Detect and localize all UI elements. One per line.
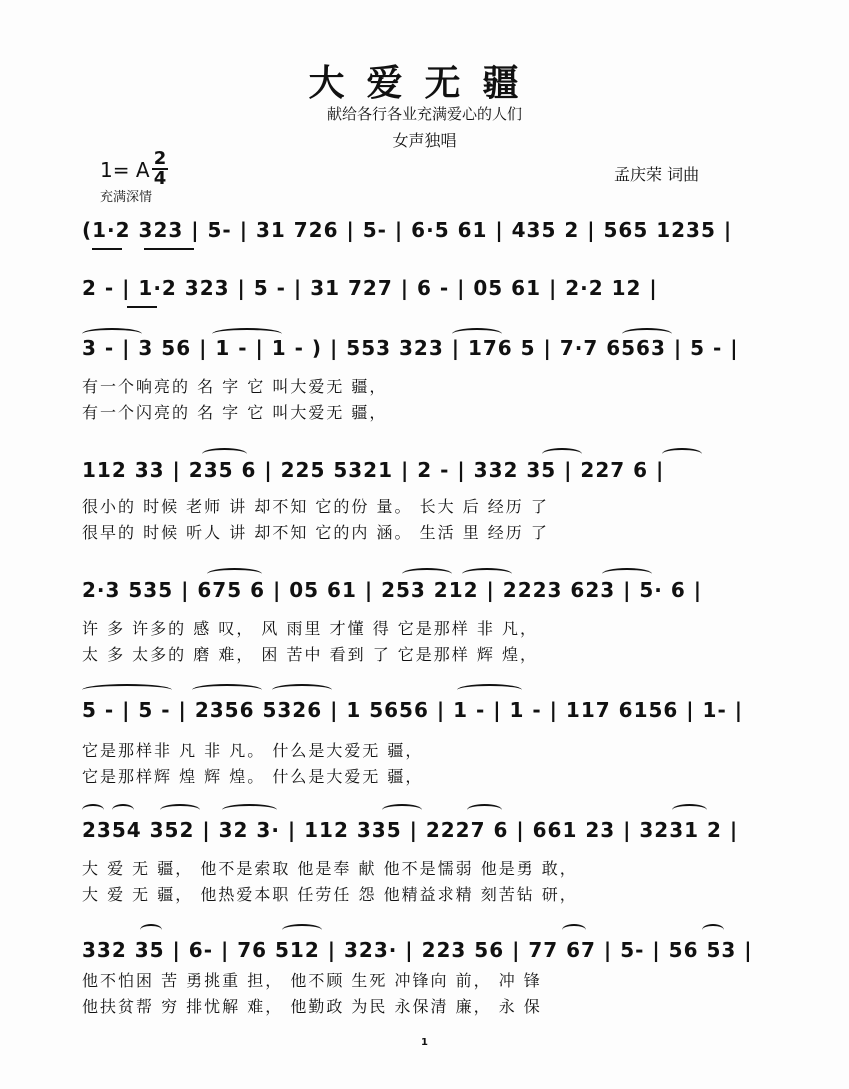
staff-notes: 2 - | 1·2 323 | 5 - | 31 727 | 6 - | 05 61 | 2·2 12 | (82, 276, 658, 300)
song-title: 大爱无疆 (308, 63, 541, 104)
staff-notes: (1·2 323 | 5- | 31 726 | 5- | 6·5 61 | 435 2 | 565 1235 | (82, 218, 733, 242)
page-number: 1 (421, 1037, 428, 1048)
lyric-line-1: 它是那样非 凡 非 凡。 什么是大爱无 疆， (82, 741, 424, 760)
lyric-line-1: 大 爱 无 疆， 他不是索取 他是奉 献 他不是懦弱 他是勇 敢， (82, 859, 578, 878)
lyric-line-2: 有一个闪亮的 名 字 它 叫大爱无 疆， (82, 403, 388, 422)
staff-line (82, 270, 762, 318)
lyric-line-1: 有一个响亮的 名 字 它 叫大爱无 疆， (82, 377, 388, 396)
author-credit: 孟庆荣 词曲 (614, 165, 700, 184)
key-signature: 1= A (100, 158, 150, 182)
staff-line (82, 692, 762, 740)
lyric-line-1: 他不怕困 苦 勇挑重 担， 他不顾 生死 冲锋向 前， 冲 锋 (82, 971, 542, 990)
staff-notes: 5 - | 5 - | 2356 5326 | 1 5656 | 1 - | 1 - | 117 6156 | 1- | (82, 698, 744, 722)
lyric-line-2: 太 多 太多的 磨 难， 困 苦中 看到 了 它是那样 辉 煌， (82, 645, 538, 664)
staff-notes: 332 35 | 6- | 76 512 | 323· | 223 56 | 77 67 | 5- | 56 53 | (82, 938, 753, 962)
lyric-line-1: 许 多 许多的 感 叹， 风 雨里 才懂 得 它是那样 非 凡， (82, 619, 538, 638)
voice-type: 女声独唱 (392, 131, 457, 150)
lyric-line-2: 大 爱 无 疆， 他热爱本职 任劳任 怨 他精益求精 刻苦钻 研， (82, 885, 578, 904)
lyric-line-1: 很小的 时候 老师 讲 却不知 它的份 量。 长大 后 经历 了 (82, 497, 549, 516)
staff-line (82, 812, 762, 860)
time-signature-top: 2 (153, 148, 167, 169)
lyric-line-2: 他扶贫帮 穷 排忧解 难， 他勤政 为民 永保清 廉， 永 保 (82, 997, 542, 1016)
staff-notes: 3 - | 3 56 | 1 - | 1 - ) | 553 323 | 176 5 | 7·7 6563 | 5 - | (82, 336, 739, 360)
staff-line (82, 212, 762, 260)
lyric-line-2: 很早的 时候 听人 讲 却不知 它的内 涵。 生活 里 经历 了 (82, 523, 549, 542)
staff-line (82, 330, 762, 378)
time-signature (152, 150, 168, 188)
staff-notes: 112 33 | 235 6 | 225 5321 | 2 - | 332 35 | 227 6 | (82, 458, 665, 482)
tempo-marking: 充满深情 (100, 190, 153, 205)
staff-line (82, 452, 762, 500)
lyric-line-2: 它是那样辉 煌 辉 煌。 什么是大爱无 疆， (82, 767, 424, 786)
staff-line (82, 572, 762, 620)
staff-notes: 2354 352 | 32 3· | 112 335 | 2227 6 | 661 23 | 3231 2 | (82, 818, 739, 842)
time-signature-bottom: 4 (153, 168, 167, 189)
staff-notes: 2·3 535 | 675 6 | 05 61 | 253 212 | 2223 623 | 5· 6 | (82, 578, 703, 602)
song-subtitle: 献给各行各业充满爱心的人们 (326, 105, 522, 123)
